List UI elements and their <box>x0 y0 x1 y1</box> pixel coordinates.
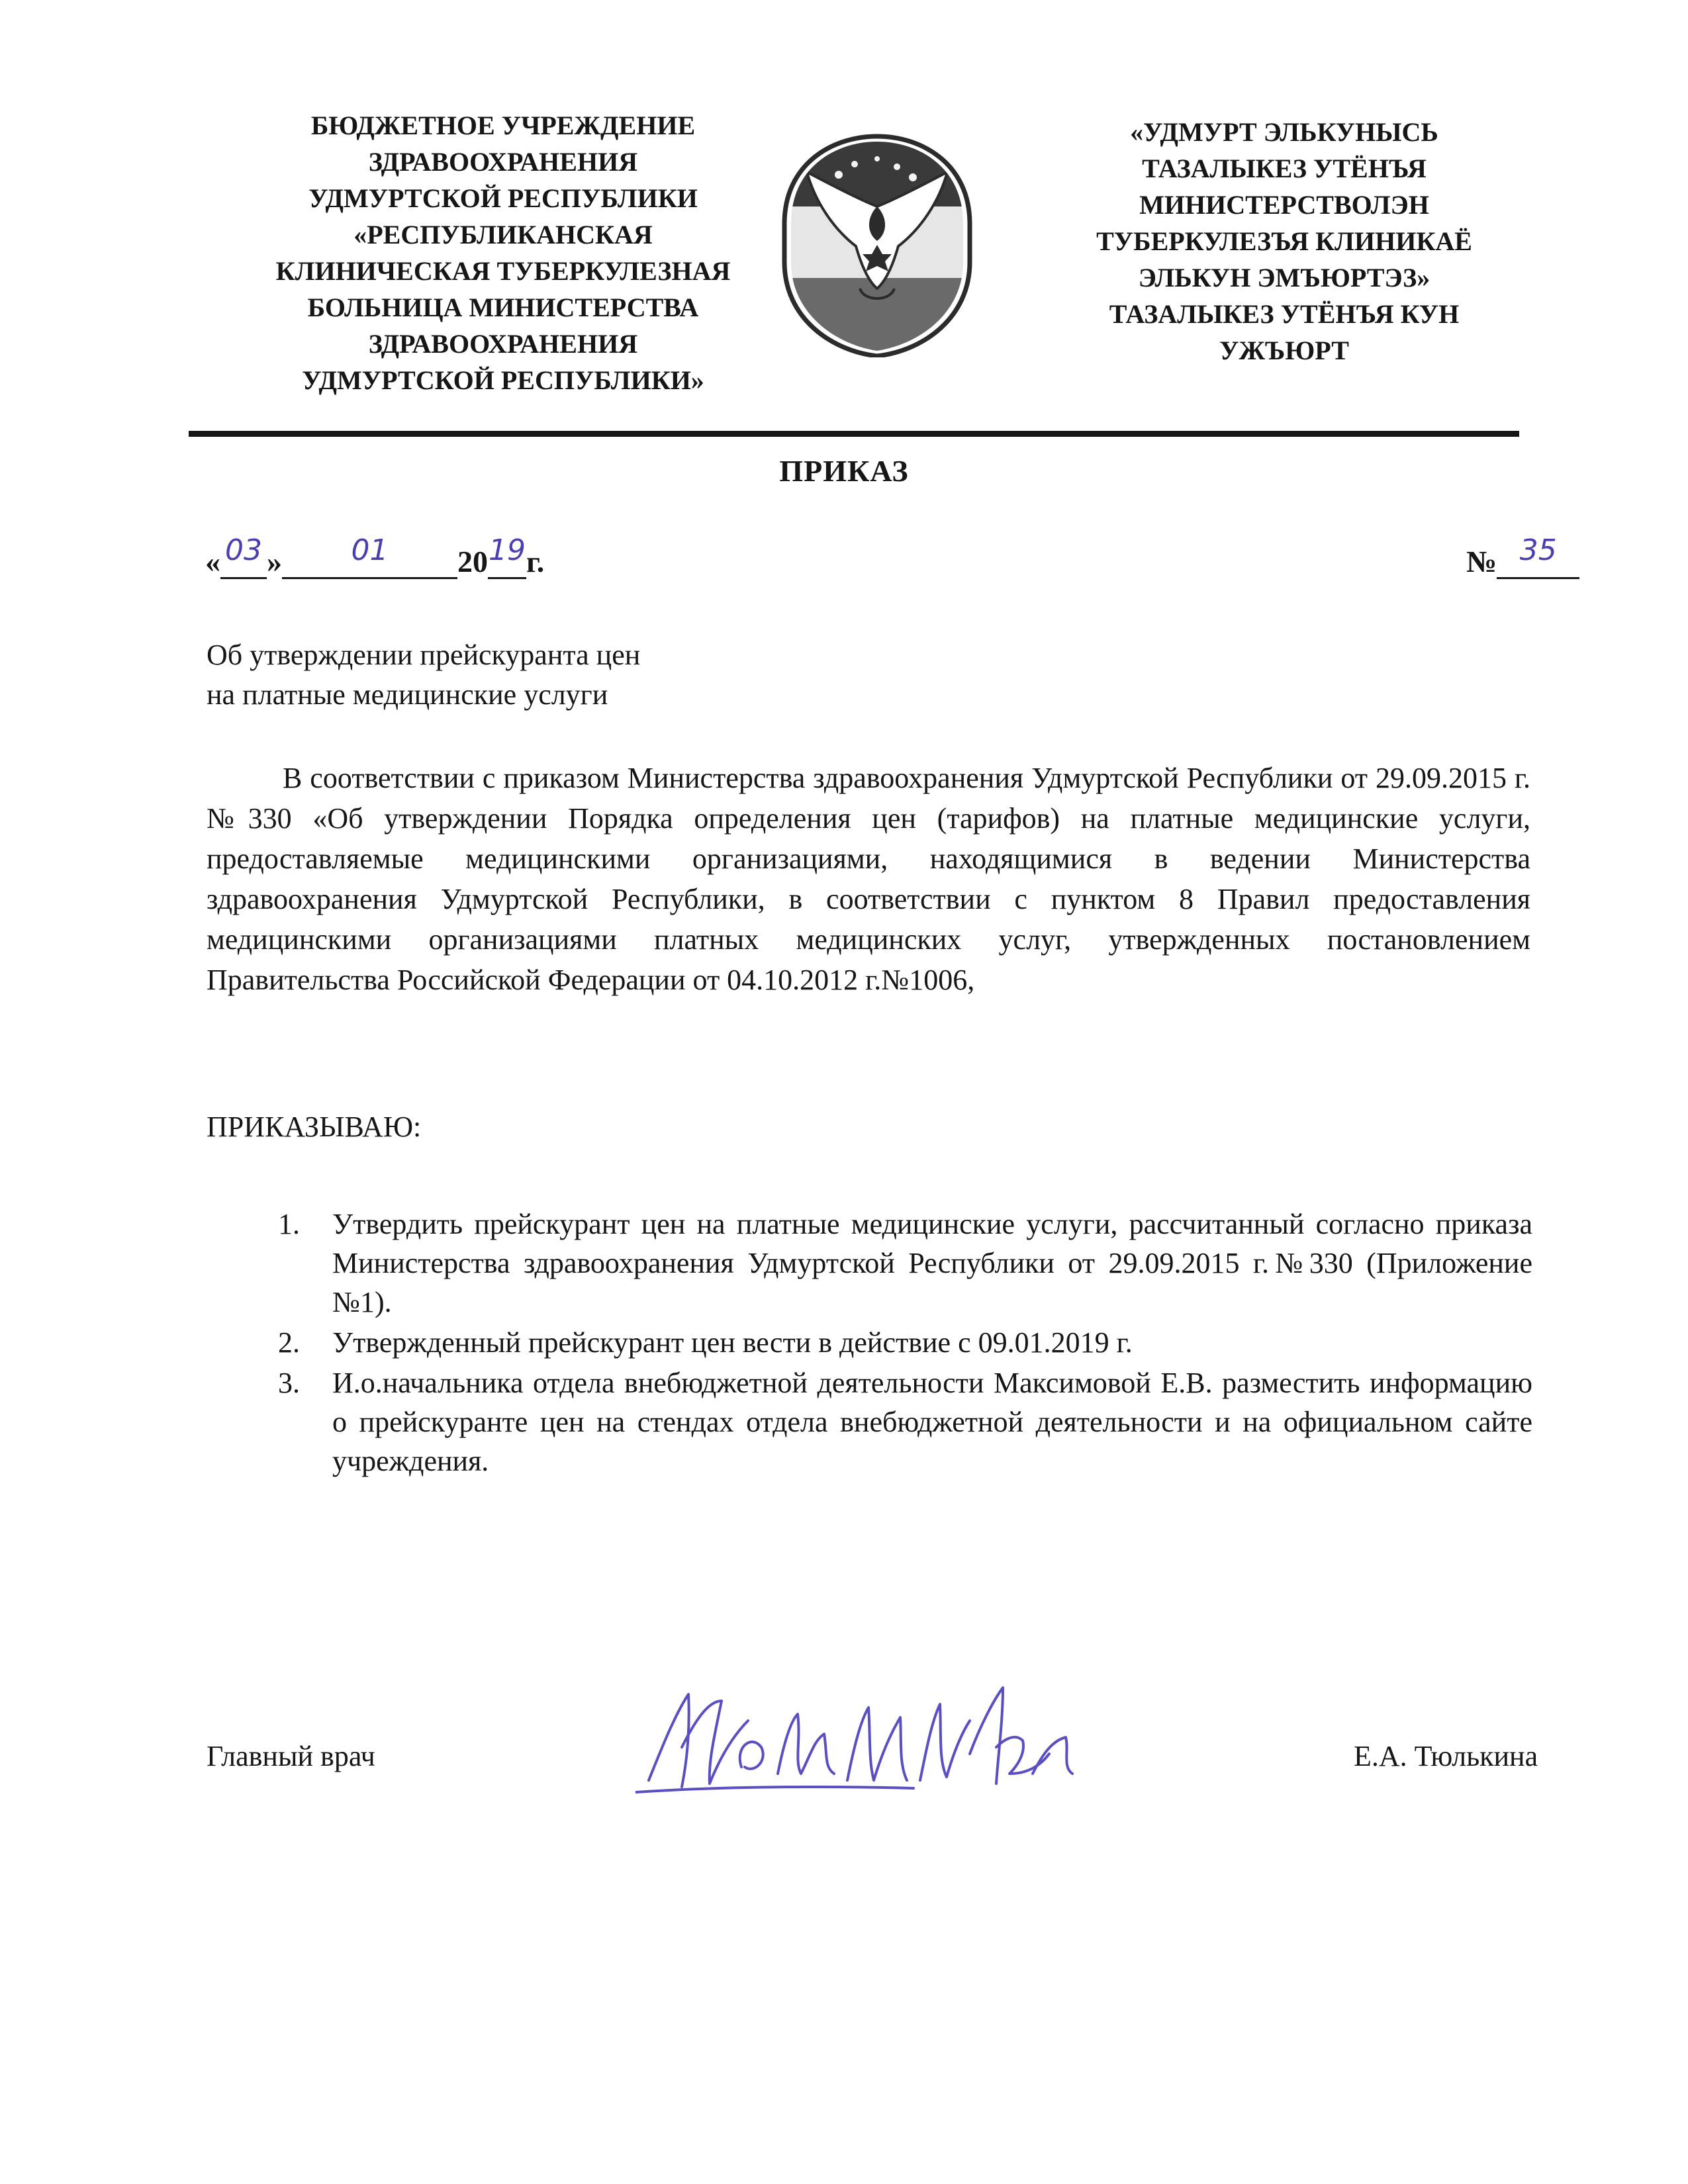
order-subject <box>207 635 640 715</box>
header-left-line: ЗДРАВООХРАНЕНИЯ <box>368 329 638 359</box>
header-left-line: БЮДЖЕТНОЕ УЧРЕЖДЕНИЕ <box>310 111 696 140</box>
order-word: ПРИКАЗЫВАЮ: <box>207 1111 422 1143</box>
item-text: Утвержденный прейскурант цен вести в действие с 09.01.2019 г. <box>332 1326 1133 1359</box>
document-title: ПРИКАЗ <box>779 454 909 488</box>
list-item <box>278 1205 1532 1322</box>
subject-line: на платные медицинские услуги <box>207 678 608 711</box>
order-date <box>205 533 545 579</box>
header-right-line: ТАЗАЛЫКЕЗ УТЁНЪЯ <box>1142 154 1427 183</box>
header-right-line: ТАЗАЛЫКЕЗ УТЁНЪЯ КУН <box>1109 299 1460 329</box>
institution-name-russian <box>218 107 788 398</box>
header-right-line: ТУБЕРКУЛЕЗЪЯ КЛИНИКАЁ <box>1096 226 1472 256</box>
list-item <box>278 1363 1532 1480</box>
header-left-line: УДМУРТСКОЙ РЕСПУБЛИКИ <box>308 183 698 213</box>
header-left-line: БОЛЬНИЦА МИНИСТЕРСТВА <box>307 293 699 322</box>
header-divider <box>189 431 1519 437</box>
signatory-name: Е.А. Тюлькина <box>1354 1740 1538 1772</box>
signatory-role: Главный врач <box>207 1740 375 1772</box>
date-year-field <box>488 533 526 579</box>
preamble-paragraph: В соответствии с приказом Министерства здравоохранения Удмуртской Республики от 29.09.2015 г.№330 «Об утверждении Порядка определения цен (тарифов) на платные медицинские услуги, предоставляемые медицинскими организациями, находящимися в ведении Министерства здравоохранения Удмуртской Республики, в соответствии с пунктом 8 Правил предоставления медицинскими организациями платных медицинских услуг, утвержденных постановлением Правительства Российской Федерации от 04.10.2012 г.№1006, <box>207 762 1530 996</box>
order-items <box>278 1205 1532 1482</box>
order-number <box>1466 533 1579 579</box>
header-right-line: ЭЛЬКУН ЭМЪЮРТЭЗ» <box>1138 263 1430 293</box>
subject-line: Об утверждении прейскуранта цен <box>207 639 641 671</box>
header-left-line: ЗДРАВООХРАНЕНИЯ <box>368 147 638 177</box>
udmurt-coat-of-arms-icon <box>778 132 976 357</box>
date-day-handwritten: 03 <box>225 533 262 567</box>
header-right-line: «УДМУРТ ЭЛЬКУНЫСЬ <box>1130 117 1438 147</box>
date-month-handwritten: 01 <box>351 533 389 567</box>
header-left-line: «РЕСПУБЛИКАНСКАЯ <box>353 220 653 250</box>
item-number: 1. <box>278 1208 300 1240</box>
date-month-field <box>282 533 457 579</box>
order-number-field <box>1497 533 1579 579</box>
header-right-line: УЖЪЮРТ <box>1219 336 1349 365</box>
header-left-line: УДМУРТСКОЙ РЕСПУБЛИКИ» <box>302 365 704 395</box>
date-close-quote: » <box>267 545 282 578</box>
list-item <box>278 1323 1532 1362</box>
institution-name-udmurt <box>1029 114 1539 369</box>
header-left-line: КЛИНИЧЕСКАЯ ТУБЕРКУЛЕЗНАЯ <box>275 256 731 286</box>
order-number-handwritten: 35 <box>1519 533 1557 567</box>
header-right-line: МИНИСТЕРСТВОЛЭН <box>1139 190 1429 220</box>
date-year-prefix: 20 <box>457 545 488 578</box>
item-text: И.о.начальника отдела внебюджетной деятельности Максимовой Е.В. разместить информацию о прейскуранте цен на стендах отдела внебюджетной деятельности и на официальном сайте учреждения. <box>332 1367 1532 1477</box>
item-number: 3. <box>278 1367 300 1399</box>
item-number: 2. <box>278 1326 300 1359</box>
handwritten-signature-icon <box>635 1674 1086 1800</box>
date-day-field <box>220 533 267 579</box>
date-year-end: г. <box>526 545 545 578</box>
date-year-handwritten: 19 <box>489 533 526 567</box>
date-open-quote: « <box>205 545 220 578</box>
item-text: Утвердить прейскурант цен на платные медицинские услуги, рассчитанный согласно приказа Министерства здравоохранения Удмуртской Республики от 29.09.2015 г.№330 (Приложение №1). <box>332 1208 1532 1318</box>
order-number-label: № <box>1466 545 1497 578</box>
